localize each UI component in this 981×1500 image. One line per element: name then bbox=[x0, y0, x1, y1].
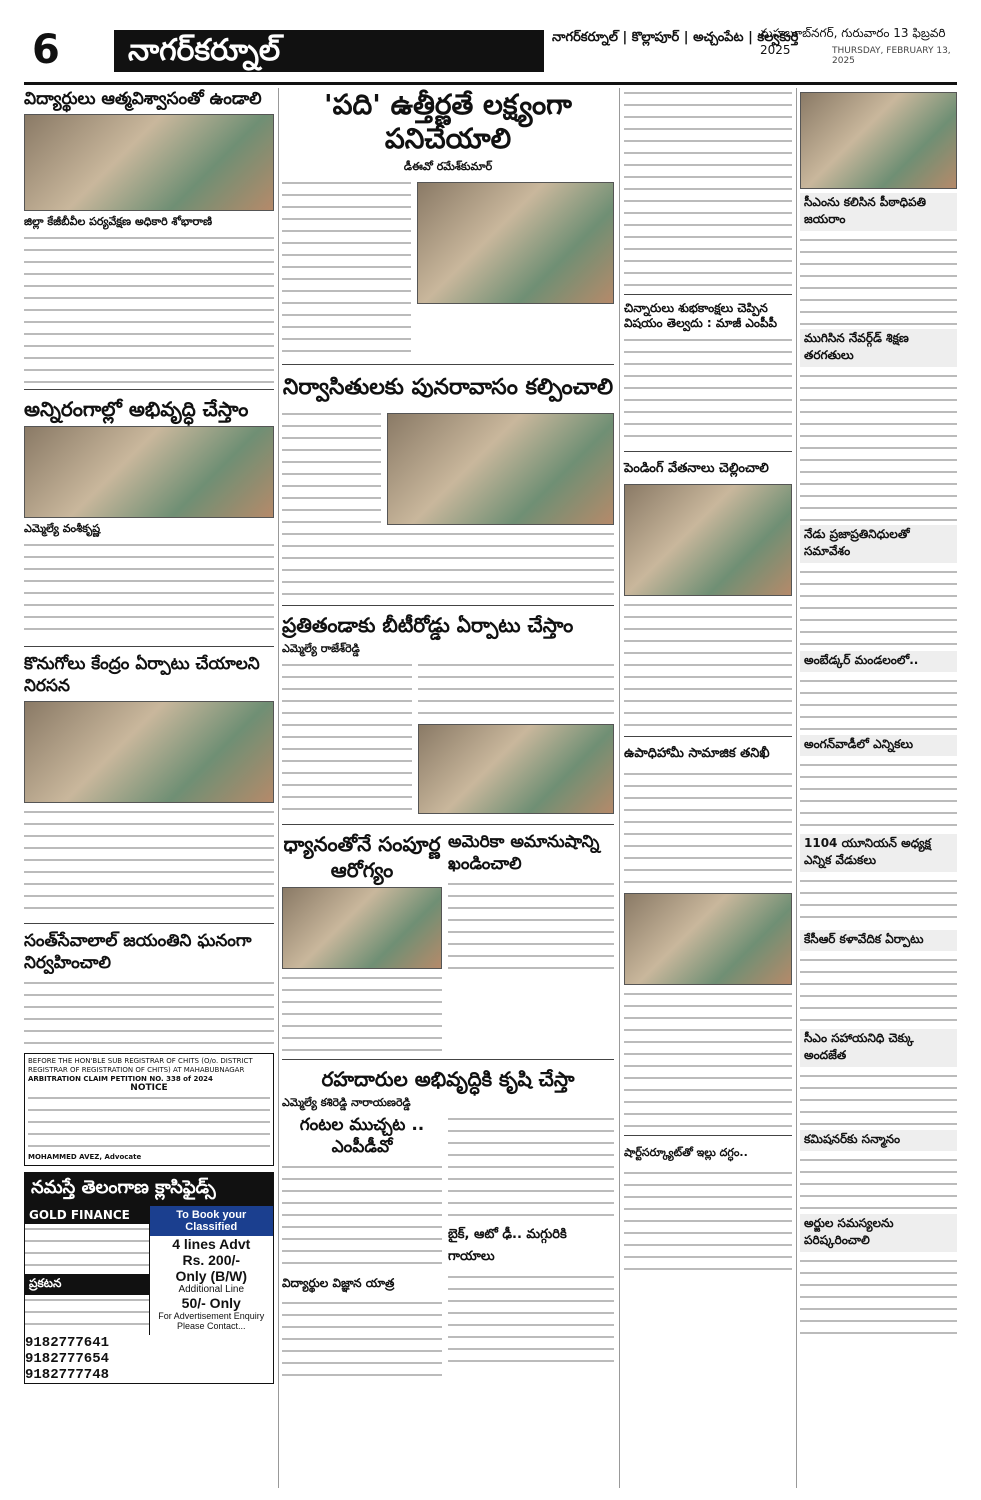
article-body bbox=[448, 1272, 614, 1362]
column-divider bbox=[278, 88, 279, 1488]
ad-contact: Please Contact... bbox=[176, 1321, 246, 1331]
article-body bbox=[800, 371, 957, 521]
news-photo bbox=[417, 182, 614, 304]
divider bbox=[282, 1059, 614, 1060]
article-body bbox=[624, 989, 792, 1129]
story bbox=[448, 831, 614, 1053]
divider bbox=[624, 736, 792, 737]
article-body bbox=[282, 660, 412, 810]
column-divider bbox=[796, 88, 797, 1488]
ad-lines: 4 lines Advt bbox=[172, 1236, 251, 1252]
gold-finance: GOLD FINANCE bbox=[25, 1206, 149, 1224]
divider bbox=[24, 646, 274, 647]
article-body bbox=[418, 660, 614, 720]
article-body bbox=[24, 807, 274, 917]
article-body bbox=[800, 955, 957, 1025]
article-body bbox=[800, 676, 957, 731]
story bbox=[282, 409, 614, 529]
notice-claim: ARBITRATION CLAIM PETITION NO. 338 of 2024 bbox=[28, 1075, 213, 1083]
news-photo bbox=[282, 887, 442, 969]
article-body bbox=[448, 1114, 614, 1224]
article-body bbox=[624, 1168, 792, 1278]
ad-book: To Book your Classified bbox=[150, 1206, 274, 1236]
article-body bbox=[624, 335, 792, 445]
article-body bbox=[800, 235, 957, 325]
headline: అంబేడ్కర్ మండలంలో.. bbox=[800, 651, 957, 672]
news-photo bbox=[24, 426, 274, 518]
headline: కొనుగోలు కేంద్రం ఏర్పాటు చేయాలని నిరసన bbox=[24, 654, 260, 696]
article-body bbox=[282, 529, 614, 599]
headline: రహదారుల అభివృద్ధికి కృషి చేస్తా bbox=[321, 1067, 575, 1091]
headline: సంత్‌సేవాలాల్ జయంతిని ఘనంగా నిర్వహించాలి bbox=[24, 931, 252, 973]
column-2 bbox=[282, 88, 614, 1378]
headline: 1104 యూనియన్ అధ్యక్ష ఎన్నిక వేడుకలు bbox=[800, 834, 957, 872]
lead-headline: 'పది' ఉత్తీర్ణతే లక్ష్యంగా పనిచేయాలి bbox=[324, 88, 572, 155]
headline: అంగన్‌వాడీలో ఎన్నికలు bbox=[800, 735, 957, 756]
headline: బైక్, ఆటో ఢీ.. మగ్గురికి గాయాలు bbox=[448, 1227, 567, 1264]
headline: పెండింగ్ వేతనాలు చెల్లించాలి bbox=[624, 461, 769, 476]
divider bbox=[282, 824, 614, 825]
story-left bbox=[282, 1114, 442, 1378]
column-1 bbox=[24, 88, 274, 1384]
news-photo bbox=[624, 893, 792, 985]
column-4 bbox=[800, 88, 957, 1336]
byline: డీఈవో రమేశ్‌కుమార్ bbox=[403, 160, 493, 173]
divider bbox=[624, 451, 792, 452]
byline: ఎమ్మెల్యే రాజేశ్‌రెడ్డి bbox=[282, 642, 360, 655]
story bbox=[282, 660, 614, 818]
story-right bbox=[448, 1114, 614, 1378]
notice-title: BEFORE THE HON'BLE SUB REGISTRAR OF CHITS (O/o. DISTRICT REGISTRAR OF REGISTRATION OF CHITS) AT MAHABUBNAGAR bbox=[28, 1057, 253, 1074]
article-body bbox=[282, 973, 442, 1053]
divider bbox=[282, 605, 614, 606]
ad-text bbox=[25, 1295, 149, 1335]
byline: ఎమ్మెల్యే వంశీకృష్ణ bbox=[24, 522, 101, 535]
date-telugu: మహబూబ్‌నగర్, గురువారం 13 ఫిబ్రవరి 2025 bbox=[760, 26, 946, 57]
divider bbox=[24, 389, 274, 390]
ad-bw: Only (B/W) bbox=[175, 1268, 248, 1284]
divider bbox=[282, 364, 614, 365]
headline: ధ్యానంతోనే సంపూర్ణ ఆరోగ్యం bbox=[283, 832, 441, 882]
article-body bbox=[800, 567, 957, 647]
story bbox=[282, 831, 442, 1053]
notice-advocate: MOHAMMED AVEZ, Advocate bbox=[28, 1153, 142, 1161]
headline: విద్యార్థులు ఆత్మవిశ్వాసంతో ఉండాలి bbox=[24, 89, 262, 109]
article-body bbox=[282, 1162, 442, 1272]
article-body bbox=[282, 409, 381, 529]
article-body bbox=[448, 879, 614, 969]
notice-body bbox=[28, 1093, 270, 1153]
divider bbox=[24, 923, 274, 924]
ad-enquiry: For Advertisement Enquiry bbox=[158, 1311, 265, 1321]
headline: నేడు ప్రజాప్రతినిధులతో సమావేశం bbox=[800, 525, 957, 563]
headline: నిర్వాసితులకు పునరావాసం కల్పించాలి bbox=[282, 375, 614, 400]
article-body bbox=[624, 769, 792, 889]
news-photo bbox=[418, 724, 614, 814]
article-body bbox=[282, 1298, 442, 1378]
headline: సీఎం సహాయనిధి చెక్కు అందజేత bbox=[800, 1029, 957, 1067]
headline: విద్యార్థుల విజ్ఞాన యాత్ర bbox=[282, 1276, 395, 1290]
column-3 bbox=[624, 88, 792, 1278]
ad-addl: Additional Line bbox=[178, 1284, 245, 1295]
section-places: నాగర్‌కర్నూల్ | కొల్లాపూర్ | అచ్చంపేట | కల్వకుర్తి bbox=[552, 30, 799, 45]
masthead bbox=[24, 24, 957, 76]
headline: గంటల ముచ్చట .. ఎంపీడీవో bbox=[299, 1115, 425, 1157]
ad-text bbox=[25, 1224, 149, 1274]
date-english: THURSDAY, FEBRUARY 13, 2025 bbox=[832, 46, 951, 66]
article-body bbox=[800, 1155, 957, 1210]
headline: చిన్నారులు శుభకాంక్షలు చెప్పిన విషయం తెల్వదు : మాజీ ఎంపీపీ bbox=[624, 301, 778, 330]
byline: ఎమ్మెల్యే కశిరెడ్డి నారాయణరెడ్డి bbox=[282, 1096, 411, 1109]
ad-phone: 9182777748 bbox=[25, 1367, 110, 1383]
news-photo bbox=[800, 92, 957, 189]
ad-right bbox=[150, 1206, 274, 1335]
headline: ఉపాధిహామీ సామాజిక తనిఖీ bbox=[624, 746, 770, 761]
divider bbox=[624, 294, 792, 295]
article-body bbox=[24, 978, 274, 1053]
story-row bbox=[282, 831, 614, 1053]
article-body bbox=[24, 540, 274, 640]
article-body bbox=[624, 88, 792, 288]
classified-ad bbox=[24, 1172, 274, 1384]
article-body bbox=[24, 233, 274, 383]
byline: జిల్లా కేజీబీవీల పర్యవేక్షణ అధికారి శోభారాణి bbox=[24, 215, 213, 228]
divider bbox=[624, 1135, 792, 1136]
headline: ప్రతితండాకు బీటీరోడ్డు ఏర్పాటు చేస్తాం bbox=[282, 613, 574, 637]
ad-title: నమస్తే తెలంగాణ క్లాసిఫైడ్స్ bbox=[25, 1173, 273, 1206]
notice-word: NOTICE bbox=[130, 1083, 168, 1093]
page-number: 6 bbox=[32, 27, 60, 73]
ad-left bbox=[25, 1206, 150, 1335]
headline: అమెరికా అమానుషాన్ని ఖండించాలి bbox=[448, 832, 600, 874]
column-divider bbox=[619, 88, 620, 1488]
section-title: నాగర్‌కర్నూల్ bbox=[114, 30, 544, 72]
ad-phone: 9182777654 bbox=[25, 1351, 110, 1367]
ad-fifty: 50/- Only bbox=[181, 1295, 241, 1311]
story-right bbox=[418, 660, 614, 818]
lead-story bbox=[282, 178, 614, 358]
article-body bbox=[800, 760, 957, 830]
ad-price: Rs. 200/- bbox=[182, 1252, 241, 1268]
prakatana-label: ప్రకటన bbox=[25, 1274, 149, 1295]
news-photo bbox=[24, 114, 274, 211]
headline: అర్జుల సమస్యలను పరిష్కరించాలి bbox=[800, 1214, 957, 1252]
headline: సీఎంను కలిసిన పీఠాధిపతి జయరాం bbox=[800, 193, 957, 231]
headline: షార్ట్‌సర్క్యూట్‌తో ఇల్లు దగ్ధం.. bbox=[624, 1146, 748, 1159]
headline: అన్నిరంగాల్లో అభివృద్ధి చేస్తాం bbox=[24, 397, 249, 421]
ad-body bbox=[25, 1206, 273, 1335]
story bbox=[282, 1114, 614, 1378]
headline: కమిషనర్‌కు సన్మానం bbox=[800, 1130, 957, 1151]
article-body bbox=[800, 1071, 957, 1126]
ad-phone: 9182777641 bbox=[25, 1335, 110, 1351]
article-body bbox=[282, 178, 411, 358]
article-body bbox=[800, 1256, 957, 1336]
article-body bbox=[800, 876, 957, 926]
masthead-rule bbox=[24, 82, 957, 85]
headline: ముగిసిన నేవర్గ్‌డ్ శిక్షణ తరగతులు bbox=[800, 329, 957, 367]
legal-notice bbox=[24, 1053, 274, 1166]
headline: కేసీఆర్ కళావేదిక ఏర్పాటు bbox=[800, 930, 957, 951]
article-body bbox=[624, 600, 792, 730]
news-photo bbox=[24, 701, 274, 803]
news-photo bbox=[387, 413, 614, 525]
news-photo bbox=[624, 484, 792, 596]
